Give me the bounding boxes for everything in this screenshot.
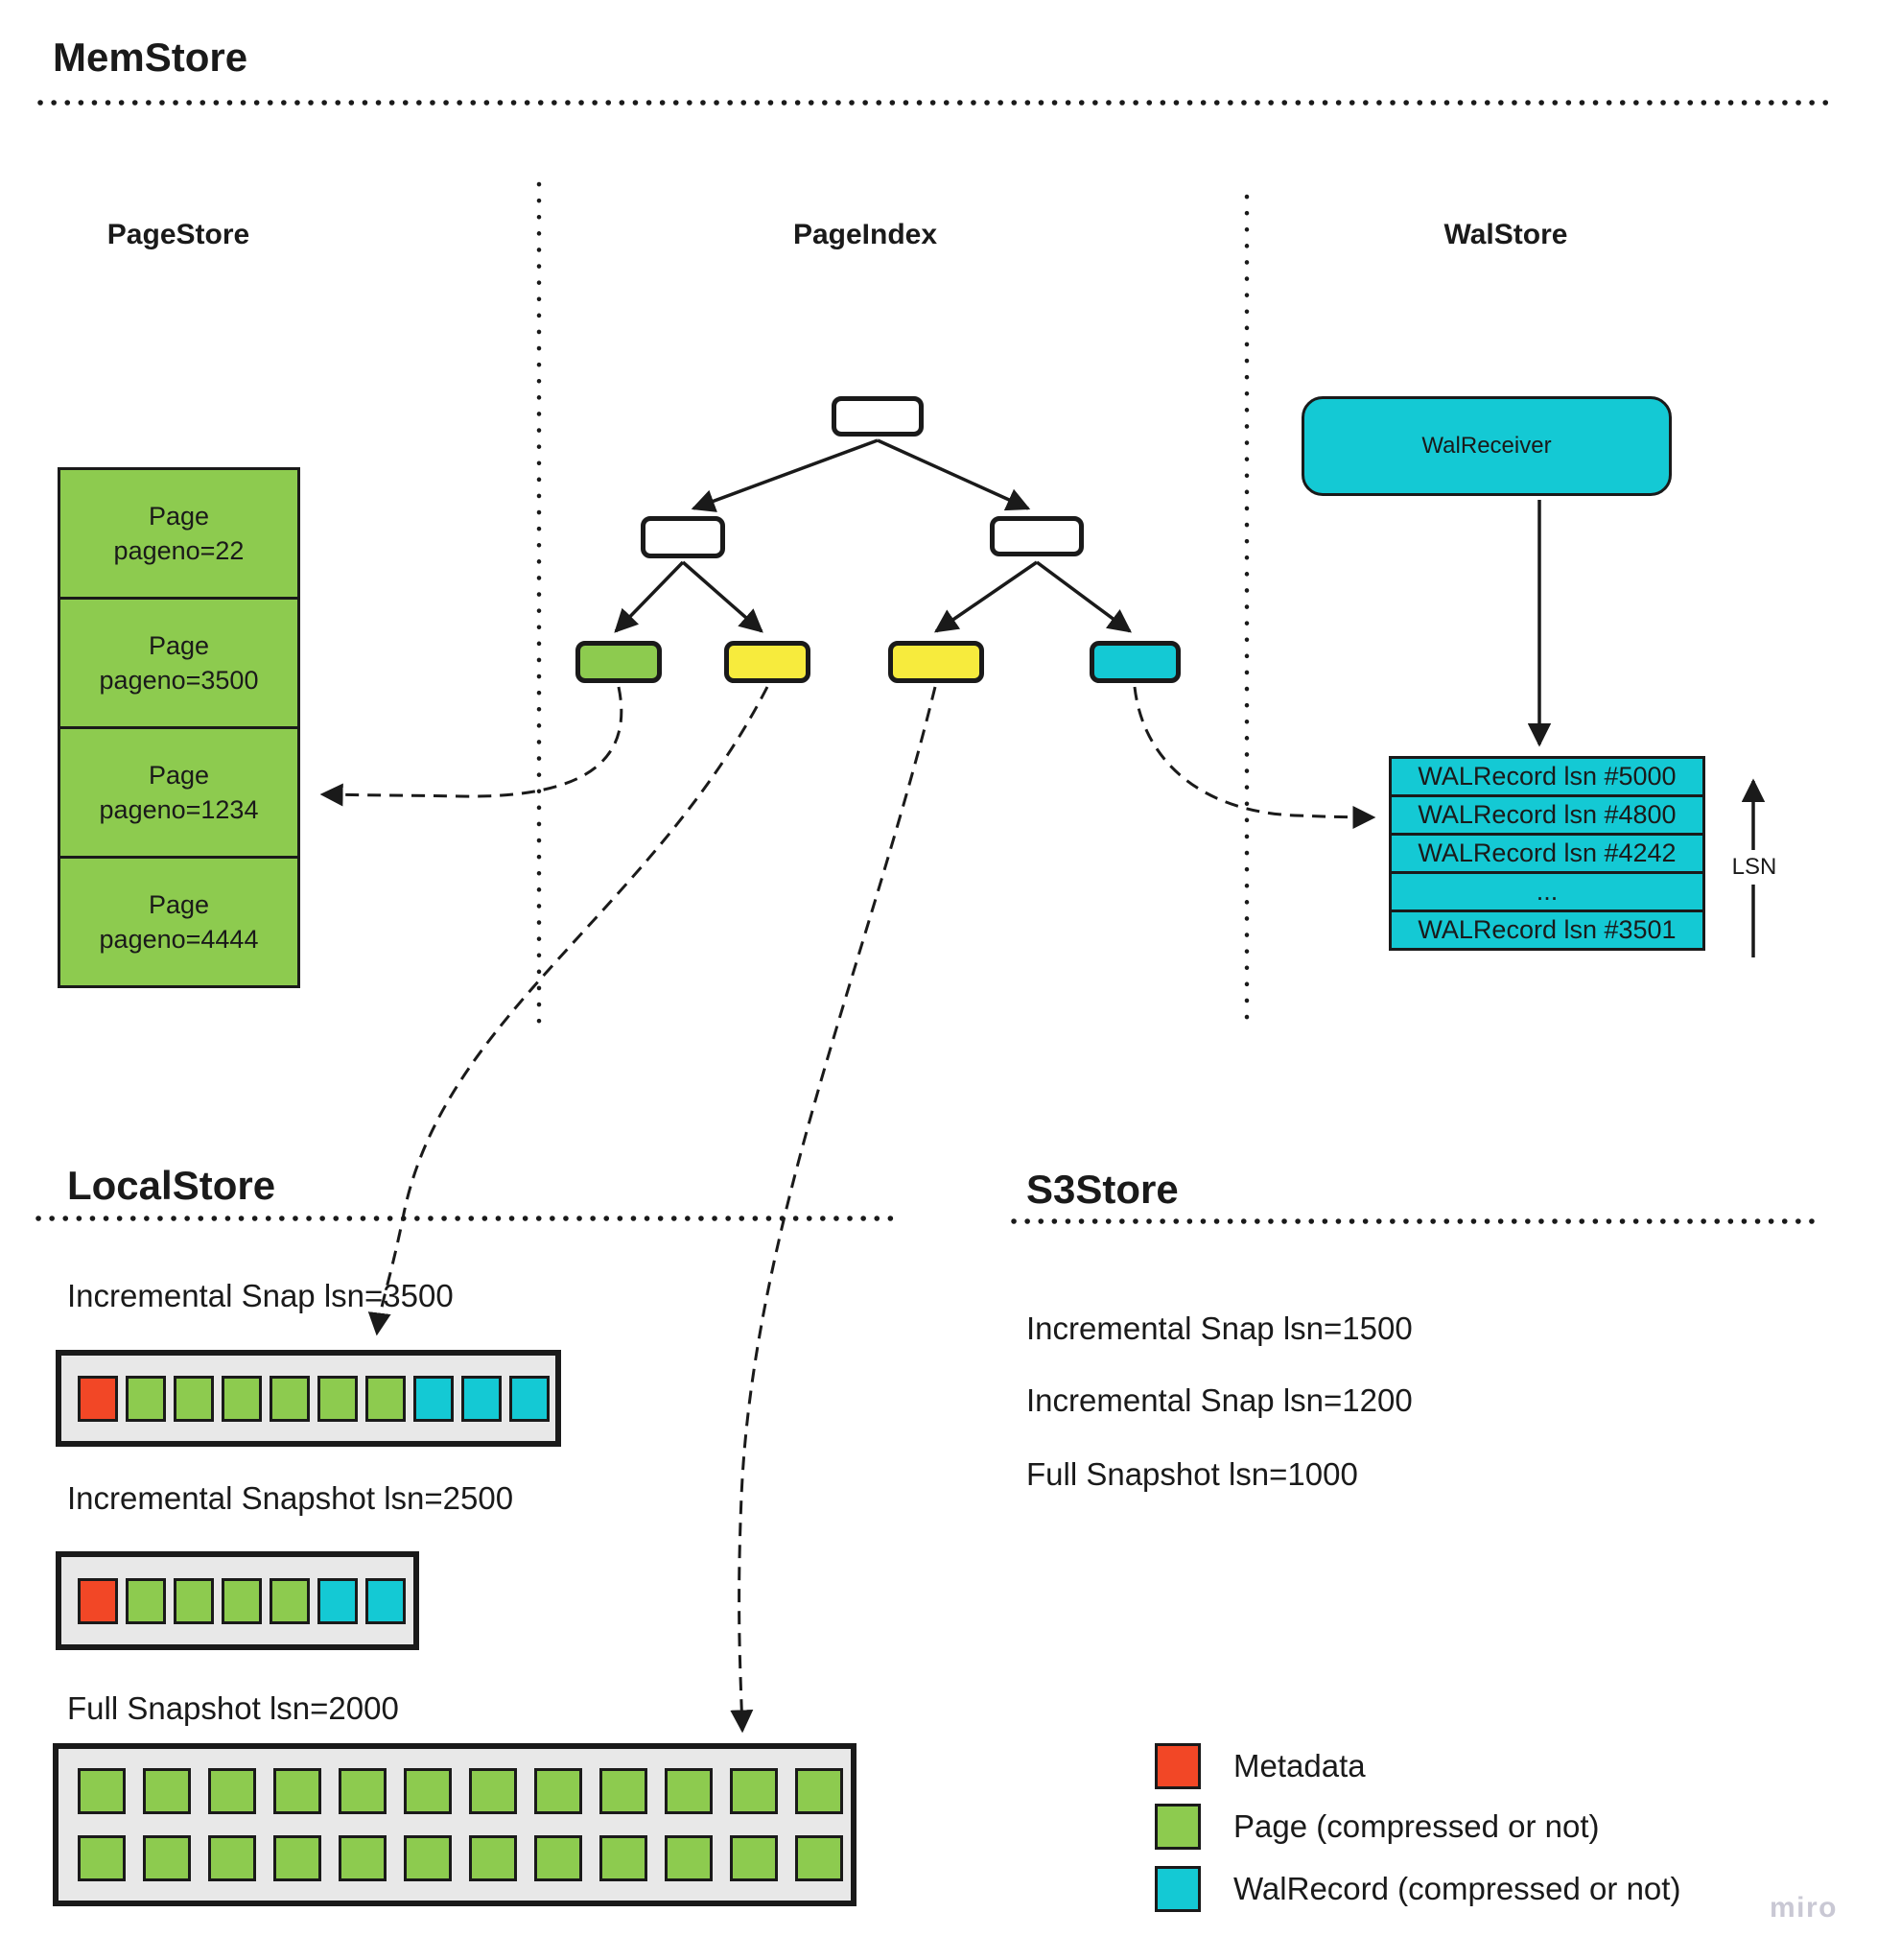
- walreceiver-box: [1302, 396, 1672, 496]
- wal-record-row: ...: [1389, 871, 1705, 912]
- page-cell: [469, 1768, 517, 1814]
- tree-arrow-left-leaf1: [616, 562, 683, 631]
- page-cell: [795, 1768, 843, 1814]
- page-cell: [730, 1768, 778, 1814]
- localstore-title: LocalStore: [67, 1163, 276, 1208]
- memstore-title: MemStore: [53, 35, 248, 80]
- s3-item-incremental-1200: Incremental Snap lsn=1200: [1026, 1382, 1413, 1418]
- page-cell: [222, 1376, 262, 1422]
- page-cell: [273, 1768, 321, 1814]
- page-cell: [795, 1835, 843, 1881]
- page-cell: [665, 1835, 713, 1881]
- page-cell: [270, 1578, 310, 1624]
- tree-leaf-snapshot-1: [724, 641, 810, 683]
- walrecord-swatch: [1155, 1866, 1201, 1912]
- walrecord-cell: [509, 1376, 550, 1422]
- pagestore-page: Page pageno=22: [58, 467, 300, 600]
- lsn-axis-label: LSN: [1724, 850, 1784, 885]
- page-cell: [208, 1768, 256, 1814]
- page-cell: [174, 1376, 214, 1422]
- wal-record-stack: [1389, 756, 1705, 951]
- tree-leaf-snapshot-2: [888, 641, 984, 683]
- page-cell: [404, 1835, 452, 1881]
- dashed-arrow-leaf-to-pagestore: [322, 687, 622, 796]
- legend-item-page: [1155, 1804, 1600, 1850]
- legend-label: Metadata: [1233, 1748, 1366, 1783]
- page-cell: [599, 1768, 647, 1814]
- incremental-snap-3500-bar: [56, 1350, 561, 1447]
- page-cell: [534, 1768, 582, 1814]
- incremental-snap-3500-label: Incremental Snap lsn=3500: [67, 1278, 454, 1313]
- tree-leaf-walrecord: [1090, 641, 1181, 683]
- metadata-swatch: [1155, 1743, 1201, 1789]
- walrecord-cell: [413, 1376, 454, 1422]
- pagestore-page: Page pageno=1234: [58, 726, 300, 859]
- pagestore-page: Page pageno=4444: [58, 856, 300, 988]
- tree-arrow-root-right: [878, 440, 1028, 508]
- tree-left-node: [641, 516, 725, 558]
- page-cell: [174, 1578, 214, 1624]
- page-cell: [143, 1768, 191, 1814]
- miro-watermark: miro: [1770, 1892, 1839, 1924]
- page-cell: [665, 1768, 713, 1814]
- dashed-arrow-leaf-to-full-snapshot: [739, 687, 935, 1731]
- tree-right-node: [990, 516, 1084, 556]
- page-cell: [534, 1835, 582, 1881]
- walstore-header: WalStore: [1443, 219, 1568, 250]
- page-cell: [126, 1376, 166, 1422]
- tree-arrow-right-leaf4: [1037, 562, 1130, 631]
- pagestore-header: PageStore: [106, 219, 250, 250]
- pageindex-header: PageIndex: [792, 219, 938, 250]
- legend-label: WalRecord (compressed or not): [1233, 1871, 1681, 1906]
- tree-arrow-left-leaf2: [683, 562, 762, 631]
- page-swatch: [1155, 1804, 1201, 1850]
- page-cell: [78, 1768, 126, 1814]
- full-snapshot-row: [78, 1835, 843, 1881]
- wal-record-row: WALRecord lsn #4242: [1389, 833, 1705, 874]
- page-cell: [78, 1835, 126, 1881]
- page-cell: [222, 1578, 262, 1624]
- walrecord-cell: [317, 1578, 358, 1624]
- page-cell: [339, 1768, 387, 1814]
- s3store-title: S3Store: [1026, 1167, 1179, 1212]
- s3-item-incremental-1500: Incremental Snap lsn=1500: [1026, 1311, 1413, 1346]
- tree-leaf-page: [575, 641, 662, 683]
- page-cell: [270, 1376, 310, 1422]
- legend-item-metadata: [1155, 1743, 1366, 1789]
- incremental-snapshot-2500-label: Incremental Snapshot lsn=2500: [67, 1480, 514, 1516]
- pagestore-page: Page pageno=3500: [58, 597, 300, 729]
- wal-record-row: WALRecord lsn #5000: [1389, 756, 1705, 797]
- metadata-cell: [78, 1376, 118, 1422]
- full-snapshot-2000-label: Full Snapshot lsn=2000: [67, 1690, 399, 1726]
- page-cell: [730, 1835, 778, 1881]
- s3-item-full-1000: Full Snapshot lsn=1000: [1026, 1456, 1358, 1492]
- full-snapshot-2000-bar: [53, 1743, 856, 1906]
- pagestore-stack: [58, 467, 300, 988]
- dashed-arrow-leaf-to-walstack: [1135, 687, 1373, 817]
- walrecord-cell: [365, 1578, 406, 1624]
- page-cell: [365, 1376, 406, 1422]
- page-cell: [599, 1835, 647, 1881]
- metadata-cell: [78, 1578, 118, 1624]
- legend-item-walrecord: [1155, 1866, 1680, 1912]
- tree-arrow-root-left: [693, 440, 878, 508]
- wal-record-row: WALRecord lsn #3501: [1389, 909, 1705, 951]
- page-cell: [317, 1376, 358, 1422]
- tree-root-node: [832, 396, 924, 437]
- wal-record-row: WALRecord lsn #4800: [1389, 794, 1705, 836]
- page-cell: [469, 1835, 517, 1881]
- page-cell: [404, 1768, 452, 1814]
- legend-label: Page (compressed or not): [1233, 1808, 1600, 1844]
- page-cell: [143, 1835, 191, 1881]
- walrecord-cell: [461, 1376, 502, 1422]
- walreceiver-label: WalReceiver: [1421, 433, 1552, 459]
- page-cell: [273, 1835, 321, 1881]
- page-cell: [126, 1578, 166, 1624]
- tree-arrow-right-leaf3: [936, 562, 1037, 631]
- dashed-arrow-leaf-to-incremental-snap: [377, 687, 767, 1334]
- incremental-snapshot-2500-bar: [56, 1551, 419, 1650]
- full-snapshot-row: [78, 1768, 843, 1814]
- page-cell: [339, 1835, 387, 1881]
- page-cell: [208, 1835, 256, 1881]
